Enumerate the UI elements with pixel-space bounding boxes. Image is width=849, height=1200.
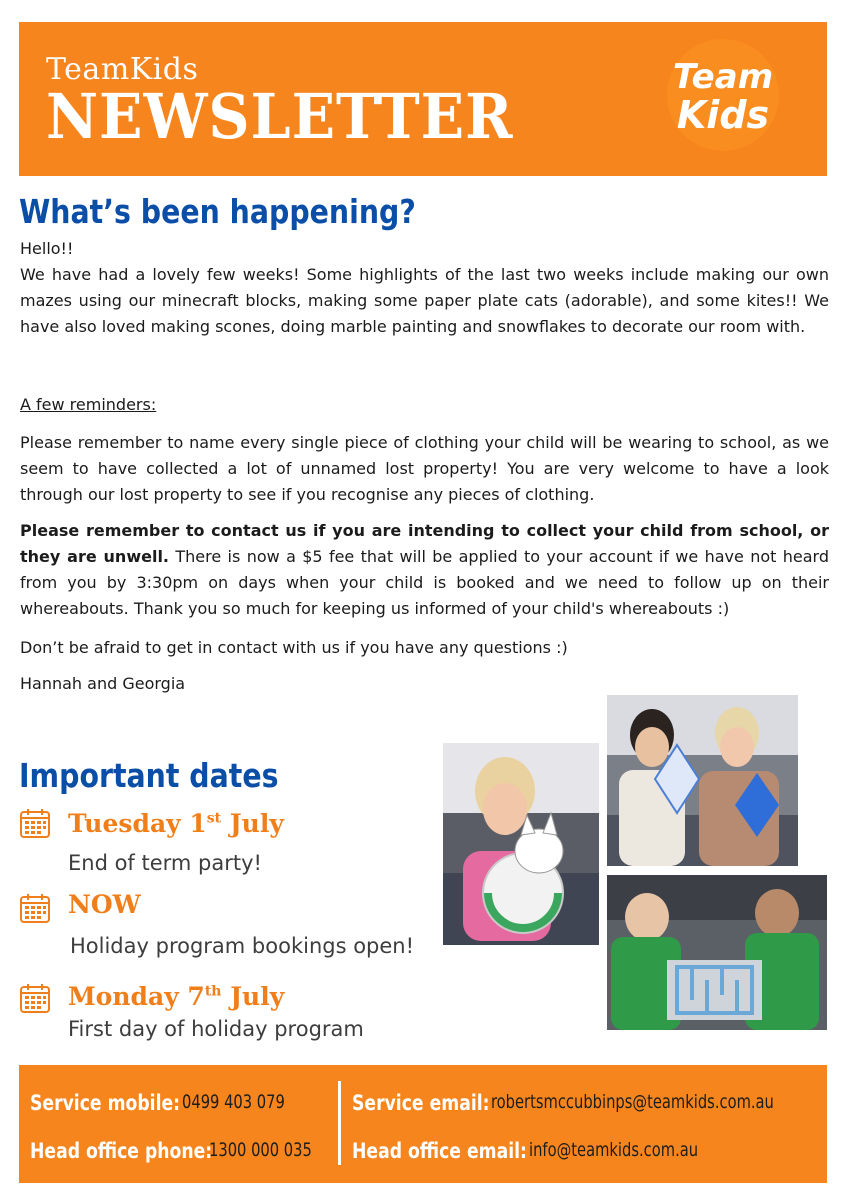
date-title-1: Tuesday 1st July [68,809,284,838]
head-office-phone-number[interactable]: 1300 000 035 [209,1139,312,1161]
photo-kites [607,695,798,866]
photo-paper-plate-cat [443,743,599,945]
contact-paragraph [20,518,829,622]
date-desc-3: First day of holiday program [68,1017,364,1041]
calendar-icon [19,892,51,924]
head-office-email-link[interactable]: info@teamkids.com.au [529,1139,699,1161]
section-heading-happening: What’s been happening? [19,192,416,231]
greeting-text: Hello!! [20,239,74,258]
logo-text-kids: Kids [676,93,770,137]
newsletter-header [19,22,827,176]
signoff-text: Hannah and Georgia [20,674,186,693]
service-mobile-number[interactable]: 0499 403 079 [182,1091,285,1113]
date-desc-1: End of term party! [68,851,262,875]
head-office-email-label: Head office email: [352,1139,527,1163]
contact-paragraph-bold: Please remember to contact us if you are intending to collect your child from school, or they are unwell. [20,521,829,566]
teamkids-logo [667,39,779,151]
date-title-2: NOW [68,890,141,919]
questions-paragraph: Don’t be afraid to get in contact with us if you have any questions :) [20,638,568,657]
section-heading-dates: Important dates [19,756,279,795]
head-office-phone-label: Head office phone: [30,1139,213,1163]
service-mobile-label: Service mobile: [30,1091,181,1115]
lost-property-paragraph: Please remember to name every single piece of clothing your child will be wearing to school, as we seem to have collected a lot of unnamed lost property! You are very welcome to have a look through our lost property to see if you recognise any pieces of clothing. [20,433,829,504]
date-title-3: Monday 7th July [68,982,285,1011]
contact-footer [19,1065,827,1183]
reminders-label: A few reminders: [20,395,157,414]
brand-name: TeamKids [46,52,199,87]
calendar-icon [19,807,51,839]
contact-paragraph-rest: There is now a $5 fee that will be applied to your account if we have not heard from you by 3:30pm on days when your child is booked and we need to follow up on their whereabouts. Thank you so much for keeping us informed of your child's whereabouts :) [20,547,829,618]
service-email-label: Service email: [352,1091,490,1115]
footer-divider [338,1081,341,1165]
service-email-link[interactable]: robertsmccubbinps@teamkids.com.au [491,1091,774,1113]
calendar-icon [19,982,51,1014]
newsletter-title: NEWSLETTER [46,80,514,153]
logo-text-team: Team [672,57,774,97]
highlights-paragraph: We have had a lovely few weeks! Some highlights of the last two weeks include making our own mazes using our minecraft blocks, making some paper plate cats (adorable), and some kites!! We have also loved making scones, doing marble painting and snowflakes to decorate our room with. [20,265,829,336]
photo-maze [607,875,827,1030]
date-desc-2: Holiday program bookings open! [70,934,415,958]
